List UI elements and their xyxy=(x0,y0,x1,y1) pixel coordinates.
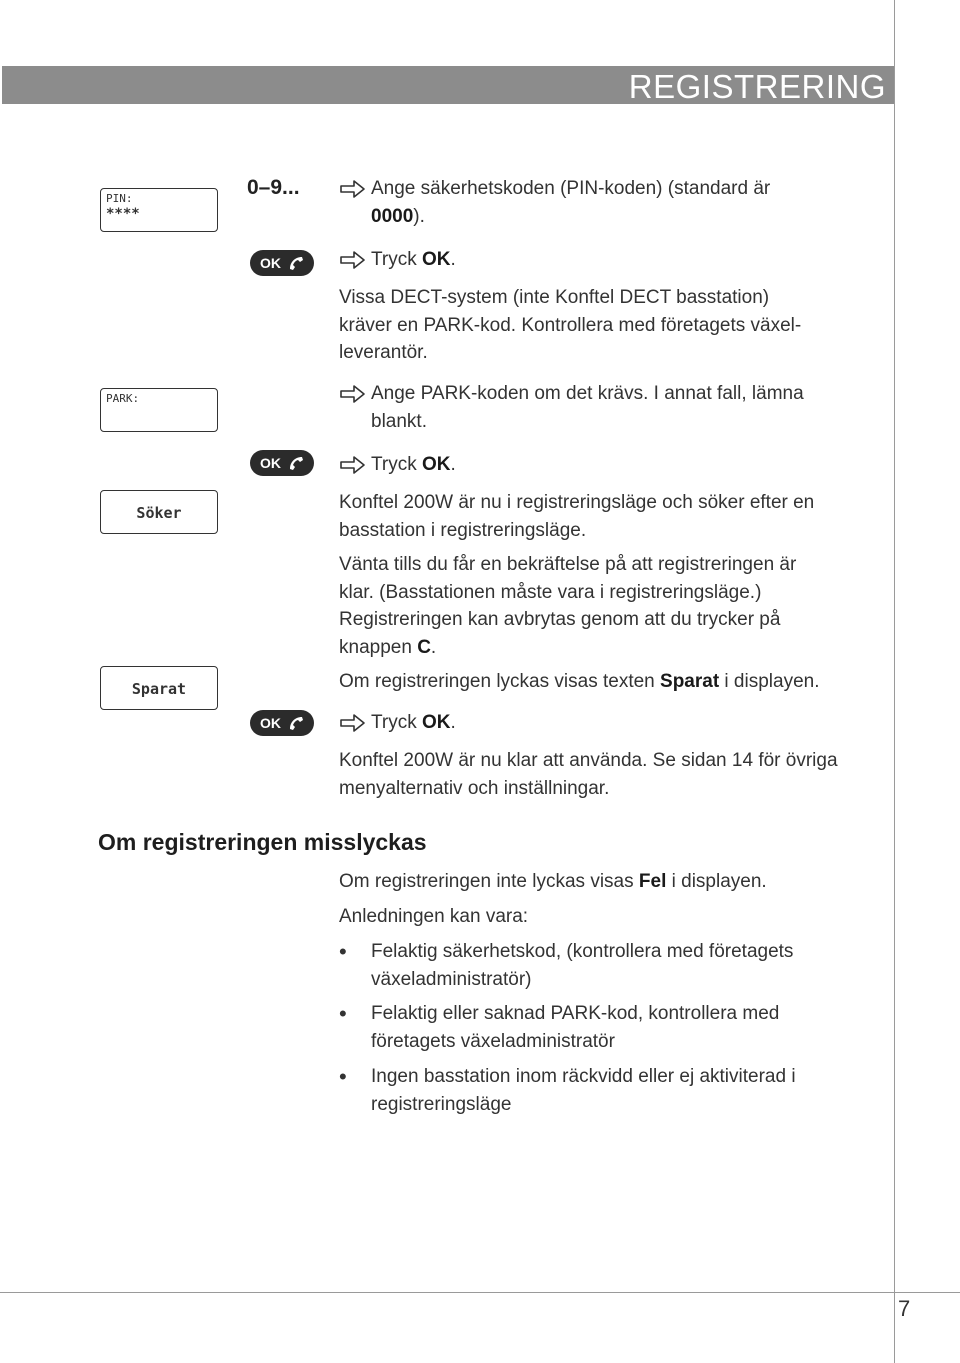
arrow-icon xyxy=(340,384,366,404)
step-text: Tryck xyxy=(371,712,423,733)
list-item-text: Ingen basstation inom räckvidd eller ej aktiviterad i registreringsläge xyxy=(371,1066,796,1115)
c-key: C xyxy=(417,636,431,658)
sparat-display-text: Sparat xyxy=(131,680,187,698)
wait-text: . xyxy=(430,636,437,658)
bullet: • xyxy=(339,939,347,964)
right-margin-line xyxy=(894,0,895,1363)
ok-label: OK xyxy=(260,455,281,471)
park-display-label: PARK: xyxy=(106,392,140,405)
sparat-bold: Sparat xyxy=(660,671,720,692)
bullet: • xyxy=(339,1001,347,1026)
step-text: . xyxy=(450,249,456,270)
list-item xyxy=(339,1000,839,1055)
step-enter-park xyxy=(340,380,840,435)
ready-info: Konftel 200W är nu klar att använda. Se sidan 14 för övriga menyalternativ och inställningar. xyxy=(339,750,838,799)
failure-text: Om registreringen inte lyckas visas xyxy=(339,871,639,892)
footer-divider xyxy=(0,1292,960,1293)
fel-bold: Fel xyxy=(638,871,667,892)
list-item xyxy=(339,1063,839,1118)
arrow-icon xyxy=(340,455,366,475)
ok-button[interactable] xyxy=(250,250,314,276)
page-title: REGISTRERING xyxy=(628,68,886,105)
ok-label: OK xyxy=(260,715,281,731)
page-number: 7 xyxy=(898,1296,911,1321)
wait-text: Vänta tills du får en bekräftelse på att registreringen är klar. (Basstationen måste vara i registreringsläge.) Registreringen kan avbrytas genom att du trycker på xyxy=(339,554,797,630)
phone-icon xyxy=(287,454,305,472)
step-text: . xyxy=(450,454,456,475)
step-press-ok xyxy=(340,451,840,479)
step-text: Tryck xyxy=(371,454,423,475)
soker-display-text: Söker xyxy=(136,504,182,522)
success-info xyxy=(339,668,879,696)
list-item-text: Felaktig eller saknad PARK-kod, kontrollera med företagets växeladministratör xyxy=(371,1003,780,1052)
wait-text: knappen xyxy=(339,636,418,658)
phone-icon xyxy=(287,714,305,732)
step-bold: OK xyxy=(422,454,451,475)
step-press-ok xyxy=(340,246,840,274)
step-bold: 0000 xyxy=(371,205,414,227)
registration-mode-info: Konftel 200W är nu i registreringsläge och söker efter en basstation i registreringsläge. xyxy=(339,492,815,541)
phone-icon xyxy=(287,254,305,272)
step-enter-pin xyxy=(340,175,840,230)
failure-text: i displayen. xyxy=(666,871,767,892)
step-bold: OK xyxy=(422,249,451,270)
step-text: . xyxy=(450,712,456,733)
arrow-icon xyxy=(340,250,366,270)
step-text: Tryck xyxy=(371,249,423,270)
section-heading: Om registreringen misslyckas xyxy=(98,829,427,855)
park-code-info: Vissa DECT-system (inte Konftel DECT basstation) kräver en PARK-kod. Kontrollera med företagets växel-leverantör. xyxy=(339,287,802,363)
ok-button[interactable] xyxy=(250,450,314,476)
arrow-icon xyxy=(340,713,366,733)
wait-info xyxy=(339,551,829,661)
step-bold: OK xyxy=(422,712,451,733)
sparat-display xyxy=(100,666,218,710)
pin-display-label: PIN: xyxy=(106,192,133,205)
step-text: Ange PARK-koden om det krävs. I annat fall, lämna blankt. xyxy=(371,383,804,432)
list-item-text: Felaktig säkerhetskod, (kontrollera med företagets växeladministratör) xyxy=(371,941,794,990)
park-display xyxy=(100,388,218,432)
success-text: Om registreringen lyckas visas texten xyxy=(339,671,661,692)
success-text: i displayen. xyxy=(719,671,820,692)
reasons-label: Anledningen kan vara: xyxy=(339,906,529,927)
arrow-icon xyxy=(340,179,366,199)
soker-display xyxy=(100,490,218,534)
step-text: Ange säkerhetskoden (PIN-koden) (standard är xyxy=(371,178,771,199)
pin-display xyxy=(100,188,218,232)
failure-intro xyxy=(339,868,859,896)
step-text: ). xyxy=(413,205,425,227)
ok-label: OK xyxy=(260,255,281,271)
pin-display-value: **** xyxy=(106,206,140,222)
digit-keys-label: 0–9... xyxy=(247,176,300,199)
bullet: • xyxy=(339,1064,347,1089)
step-press-ok xyxy=(340,709,840,737)
list-item xyxy=(339,938,839,993)
ok-button[interactable] xyxy=(250,710,314,736)
